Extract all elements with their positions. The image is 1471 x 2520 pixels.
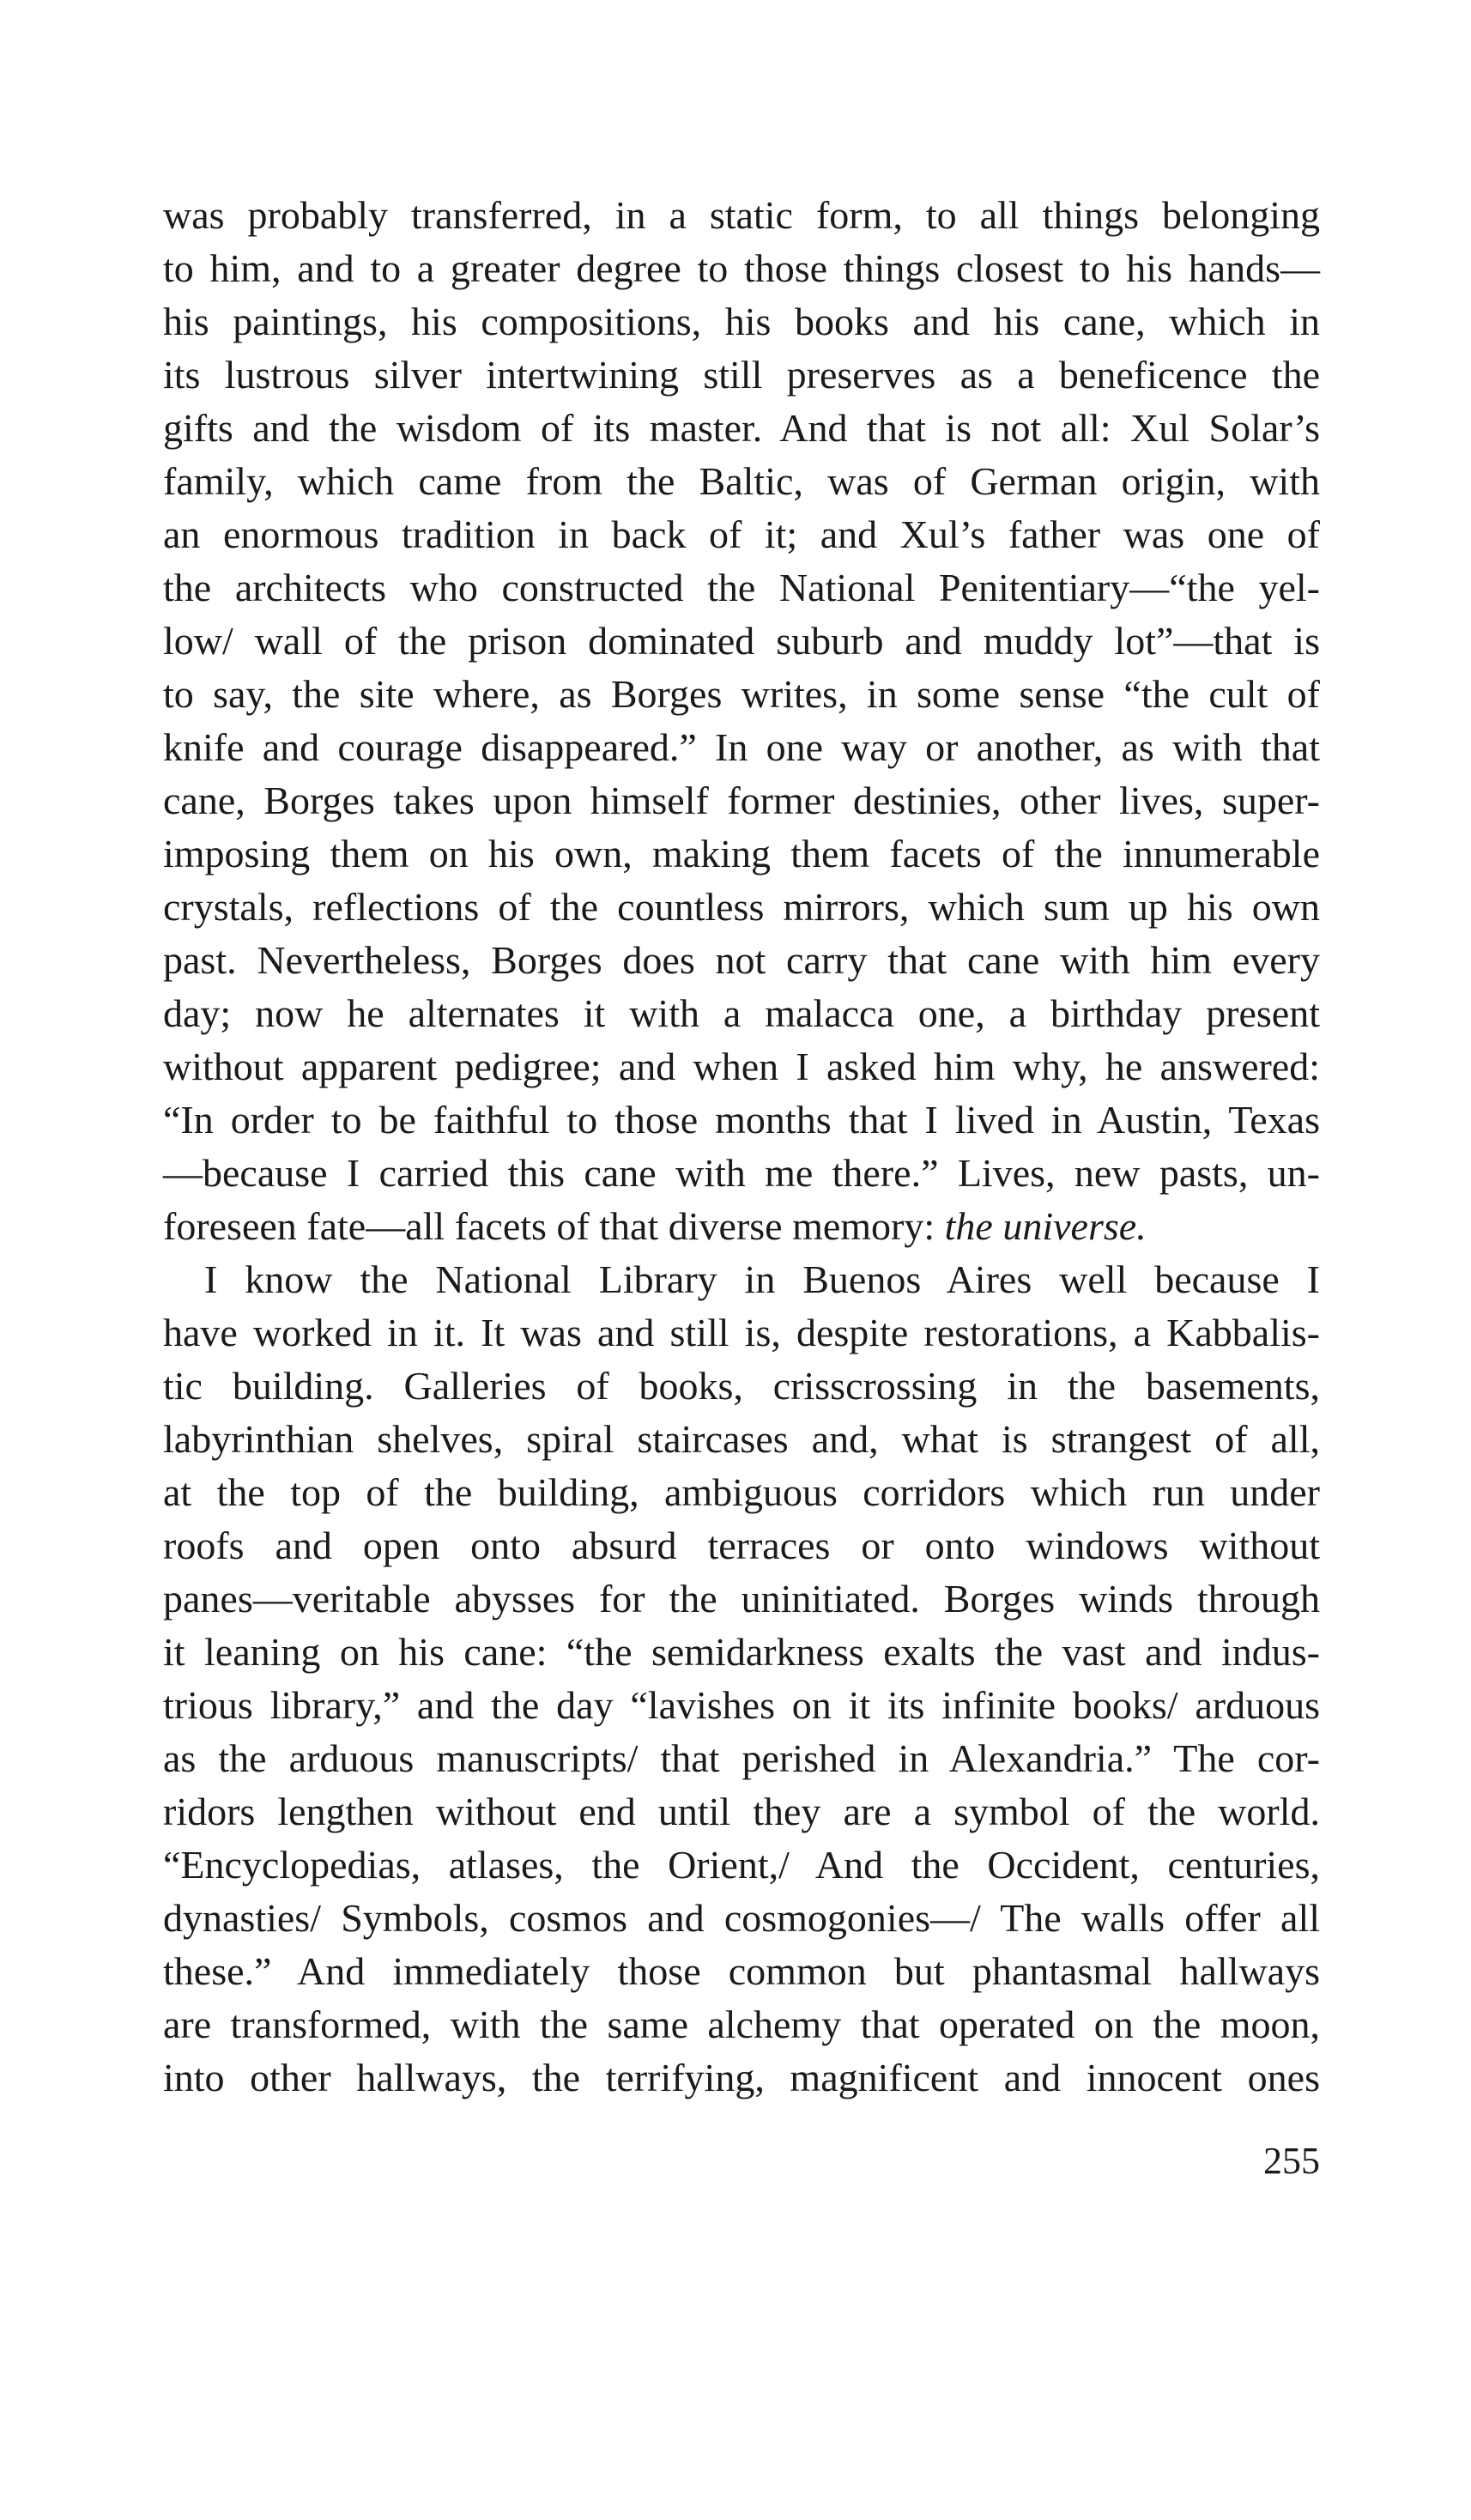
text-line: to say, the site where, as Borges writes, in some sense “the cult of xyxy=(163,672,1320,716)
text-line-last-prefix: foreseen fate—all facets of that diverse memory: xyxy=(163,1204,945,1248)
text-line: labyrinthian shelves, spiral staircases and, what is strangest of all, xyxy=(163,1417,1320,1461)
text-line: into other hallways, the terrifying, magnificent and innocent ones xyxy=(163,2056,1320,2099)
text-line: his paintings, his compositions, his books and his cane, which in xyxy=(163,300,1320,343)
text-line: trious library,” and the day “lavishes on it its infinite books/ arduous xyxy=(163,1683,1320,1727)
text-line: imposing them on his own, making them facets of the innumerable xyxy=(163,832,1320,875)
text-line: low/ wall of the prison dominated suburb and muddy lot”—that is xyxy=(163,619,1320,663)
text-line: roofs and open onto absurd terraces or onto windows without xyxy=(163,1524,1320,1567)
text-line: to him, and to a greater degree to those things closest to his hands— xyxy=(163,246,1320,290)
page-number: 255 xyxy=(1263,2140,1320,2182)
text-line: crystals, reflections of the countless mirrors, which sum up his own xyxy=(163,885,1320,929)
text-line: ridors lengthen without end until they are a symbol of the world. xyxy=(163,1790,1320,1833)
text-line-indented: I know the National Library in Buenos Aires well because I xyxy=(204,1257,1320,1301)
text-line: at the top of the building, ambiguous corridors which run under xyxy=(163,1470,1320,1514)
text-line: “In order to be faithful to those months that I lived in Austin, Texas xyxy=(163,1098,1320,1142)
body-text xyxy=(163,189,1320,2105)
text-line: was probably transferred, in a static form, to all things belonging xyxy=(163,193,1320,237)
text-line: tic building. Galleries of books, crisscrossing in the basements, xyxy=(163,1364,1320,1408)
text-line: knife and courage disappeared.” In one way or another, as with that xyxy=(163,725,1320,769)
text-line: the architects who constructed the National Penitentiary—“the yel- xyxy=(163,566,1320,609)
text-line-last xyxy=(163,1200,1320,1253)
text-line: family, which came from the Baltic, was of German origin, with xyxy=(163,459,1320,503)
text-line: as the arduous manuscripts/ that perished in Alexandria.” The cor- xyxy=(163,1736,1320,1780)
text-line: —because I carried this cane with me there.” Lives, new pasts, un- xyxy=(163,1151,1320,1195)
text-line: these.” And immediately those common but phantasmal hallways xyxy=(163,1949,1320,1993)
text-line: its lustrous silver intertwining still preserves as a beneficence the xyxy=(163,353,1320,397)
text-line: have worked in it. It was and still is, despite restorations, a Kabbalis- xyxy=(163,1311,1320,1354)
paragraph-1 xyxy=(163,189,1320,1253)
text-line: past. Nevertheless, Borges does not carry that cane with him every xyxy=(163,938,1320,982)
text-line: day; now he alternates it with a malacca one, a birthday present xyxy=(163,991,1320,1035)
italic-phrase: the universe. xyxy=(944,1204,1147,1248)
text-line: panes—veritable abysses for the uninitiated. Borges winds through xyxy=(163,1577,1320,1620)
text-line: without apparent pedigree; and when I asked him why, he answered: xyxy=(163,1045,1320,1088)
text-line: dynasties/ Symbols, cosmos and cosmogonies—/ The walls offer all xyxy=(163,1896,1320,1940)
text-line: it leaning on his cane: “the semidarkness exalts the vast and indus- xyxy=(163,1630,1320,1674)
paragraph-2 xyxy=(163,1253,1320,2105)
text-line: gifts and the wisdom of its master. And that is not all: Xul Solar’s xyxy=(163,406,1320,450)
text-line: “Encyclopedias, atlases, the Orient,/ And the Occident, centuries, xyxy=(163,1843,1320,1887)
text-line: an enormous tradition in back of it; and Xul’s father was one of xyxy=(163,512,1320,556)
text-line: cane, Borges takes upon himself former destinies, other lives, super- xyxy=(163,778,1320,822)
text-line: are transformed, with the same alchemy that operated on the moon, xyxy=(163,2002,1320,2046)
